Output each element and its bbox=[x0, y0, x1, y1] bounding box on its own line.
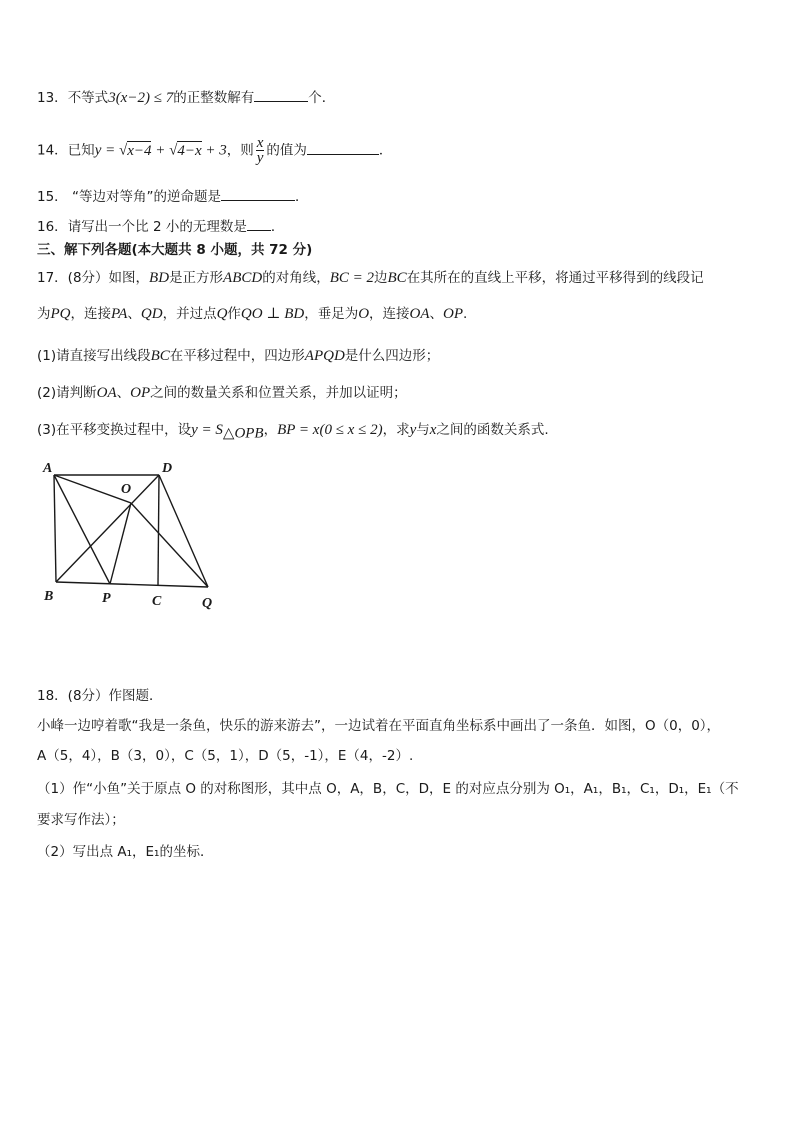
question-text: 的值为 bbox=[266, 142, 307, 159]
question-16 bbox=[37, 216, 284, 237]
label-D: D bbox=[162, 461, 173, 476]
question-text: ． bbox=[294, 189, 309, 205]
text: ，垂足为 bbox=[304, 306, 359, 322]
text: 为 bbox=[37, 306, 51, 322]
math-QO-perp-BD: QO ⊥ BD bbox=[240, 306, 305, 322]
square-translation-figure bbox=[36, 455, 226, 615]
answer-blank[interactable] bbox=[221, 186, 295, 201]
question-18-part-2: （2）写出点 A₁，E₁的坐标． bbox=[37, 844, 214, 860]
segment-OQ bbox=[131, 503, 208, 587]
answer-blank[interactable] bbox=[254, 87, 308, 102]
question-text: 的正整数解有 bbox=[173, 90, 255, 106]
text: (3)在平移变换过程中，设 bbox=[37, 422, 192, 438]
question-text: 不等式 bbox=[67, 90, 109, 106]
question-18-line-3: A（5，4），B（3，0），C（5，1），D（5，-1），E（4，-2）. bbox=[37, 748, 414, 764]
question-15 bbox=[37, 186, 308, 207]
math-OP: OP bbox=[130, 385, 151, 401]
question-18-part-1: （1）作“小鱼”关于原点 O 的对称图形，其中点 O，A，B，C，D，E 的对应点分别为 O₁，A₁，B₁，C₁，D₁，E₁（不 bbox=[37, 781, 739, 797]
segment-AB bbox=[54, 475, 56, 582]
question-17-part-1 bbox=[37, 346, 439, 366]
sqrt-sign-1: √ bbox=[118, 142, 128, 159]
segment-DQ bbox=[159, 475, 208, 587]
math-PQ: PQ bbox=[50, 306, 71, 322]
math-QD: QD bbox=[140, 306, 163, 322]
label-A: A bbox=[43, 461, 53, 476]
text: 17．(8分）如图， bbox=[37, 270, 150, 286]
question-18-line-2: 小峰一边哼着歌“我是一条鱼，快乐的游来游去”，一边试着在平面直角坐标系中画出了一条鱼．如图，O（0，0）， bbox=[37, 718, 721, 734]
question-17-line-1 bbox=[37, 268, 704, 288]
text: 、 bbox=[127, 306, 141, 322]
math-x: x bbox=[429, 422, 437, 438]
segment-BD bbox=[56, 475, 159, 582]
sqrt-sign-2: √ bbox=[169, 142, 178, 159]
label-B: B bbox=[44, 589, 54, 604]
text: 的对角线， bbox=[262, 270, 330, 286]
question-17-line-2 bbox=[37, 304, 467, 324]
text: (1)请直接写出线段 bbox=[37, 348, 151, 364]
math-y: y bbox=[409, 422, 417, 438]
text: (2)请判断 bbox=[37, 385, 97, 401]
text: . bbox=[463, 306, 468, 322]
math-BP-eq-x: BP = x bbox=[277, 422, 320, 438]
text: 、 bbox=[116, 385, 131, 401]
question-number: 14． bbox=[37, 142, 68, 159]
question-text: 请写出一个比 2 小的无理数是 bbox=[67, 219, 247, 235]
text: ，并过点 bbox=[162, 306, 217, 322]
text: ，连接 bbox=[369, 306, 410, 322]
question-text: ，则 bbox=[226, 142, 254, 159]
equation-tail: + 3 bbox=[201, 142, 227, 159]
radicand-1: x−4 bbox=[127, 142, 152, 159]
math-range: (0 ≤ x ≤ 2) bbox=[319, 422, 383, 438]
math-APQD: APQD bbox=[304, 348, 345, 364]
label-O: O bbox=[121, 482, 132, 497]
text: 与 bbox=[416, 422, 430, 438]
plus-sign: + bbox=[151, 142, 170, 159]
question-text: “等边对等角”的逆命题是 bbox=[67, 189, 221, 205]
equation-lhs: y = bbox=[94, 142, 119, 159]
text: ，连接 bbox=[70, 306, 111, 322]
question-number: 16． bbox=[37, 219, 68, 235]
section-heading: 三、解下列各题(本大题共 8 小题，共 72 分) bbox=[37, 242, 313, 258]
text: 边 bbox=[374, 270, 388, 286]
question-18-part-1-cont: 要求写作法）； bbox=[37, 812, 125, 828]
question-17-part-2 bbox=[37, 383, 407, 403]
question-number: 13． bbox=[37, 90, 68, 106]
question-13 bbox=[37, 87, 335, 108]
fraction-x-over-y bbox=[256, 136, 265, 165]
math-y-eq-S: y = S bbox=[191, 422, 223, 438]
question-14 bbox=[37, 136, 392, 165]
math-BC-eq-2: BC = 2 bbox=[329, 270, 375, 286]
answer-blank[interactable] bbox=[307, 140, 379, 155]
label-Q: Q bbox=[202, 596, 213, 611]
label-C: C bbox=[152, 594, 162, 609]
inequality-expression: 3(x−2) ≤ 7 bbox=[108, 90, 174, 106]
math-Q: Q bbox=[216, 306, 228, 322]
text: 是正方形 bbox=[169, 270, 224, 286]
segment-AP bbox=[54, 475, 110, 584]
question-text: ． bbox=[270, 219, 285, 235]
text: 之间的数量关系和位置关系，并加以证明； bbox=[150, 385, 407, 401]
text: 、 bbox=[429, 306, 444, 322]
label-P: P bbox=[102, 591, 111, 606]
text: 在平移过程中，四边形 bbox=[169, 348, 305, 364]
fraction-numerator: x bbox=[256, 135, 264, 151]
math-ABCD: ABCD bbox=[223, 270, 263, 286]
fraction-denominator: y bbox=[256, 150, 264, 166]
math-BD: BD bbox=[149, 270, 170, 286]
math-OA: OA bbox=[409, 306, 430, 322]
question-number: 15． bbox=[37, 189, 68, 205]
question-17-part-3 bbox=[37, 420, 549, 444]
segment-BQ bbox=[56, 582, 208, 587]
math-PA: PA bbox=[111, 306, 128, 322]
question-text: 已知 bbox=[67, 142, 95, 159]
segment-DC bbox=[158, 475, 159, 585]
math-BC: BC bbox=[150, 348, 170, 364]
text: ， bbox=[263, 422, 278, 438]
text: 是什么四边形； bbox=[344, 348, 440, 364]
radicand-2: 4−x bbox=[177, 142, 202, 159]
text: 在其所在的直线上平移，将通过平移得到的线段记 bbox=[406, 270, 704, 286]
math-OA: OA bbox=[96, 385, 117, 401]
question-18-title: 18．(8分）作图题． bbox=[37, 688, 163, 704]
math-BC: BC bbox=[387, 270, 407, 286]
math-subscript-OPB: △OPB bbox=[222, 425, 264, 442]
text: 之间的函数关系式. bbox=[436, 422, 549, 438]
answer-blank[interactable] bbox=[247, 216, 271, 231]
text: 作 bbox=[227, 306, 241, 322]
question-text: 个． bbox=[308, 90, 336, 106]
text: ，求 bbox=[382, 422, 410, 438]
question-text: ． bbox=[378, 142, 393, 159]
math-O: O bbox=[358, 306, 370, 322]
math-OP: OP bbox=[443, 306, 464, 322]
